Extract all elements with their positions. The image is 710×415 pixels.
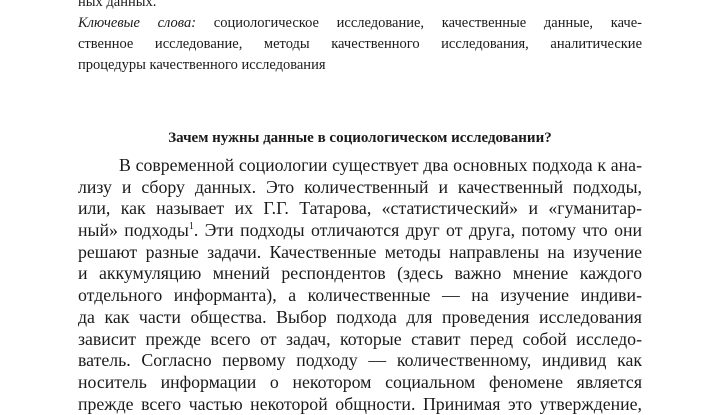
- body-line-4-end: . Эти подходы отличаются друг от друга, потому что они: [193, 220, 642, 241]
- body-line-8: да как части общества. Выбор подхода для проведения исследования: [78, 306, 642, 327]
- keywords-label: Ключевые слова:: [78, 15, 197, 31]
- body-line-3: или, как называет их Г.Г. Татарова, «статистический» и «гуманитар-: [78, 198, 642, 219]
- body-line-4-start: ный» подходы: [78, 220, 189, 241]
- body-line-1: В современной социологии существует два основных подхода к ана-: [119, 155, 642, 175]
- keywords-block: [78, 13, 642, 76]
- section-heading: Зачем нужны данные в социологическом исследовании?: [168, 130, 552, 146]
- body-line-6: и аккумуляцию мнений респондентов (здесь важно мнение каждого: [78, 263, 642, 284]
- body-paragraph: [78, 155, 642, 415]
- keywords-line-2: ственное исследование, методы качественного исследования, аналитические: [78, 36, 642, 52]
- keywords-line-3: процедуры качественного исследования: [78, 57, 326, 73]
- footnote-marker[interactable]: 1: [188, 221, 194, 233]
- body-line-9: зависит прежде всего от задач, которые ставит перед собой исследо-: [78, 328, 642, 349]
- body-line-12: прежде всего частью некоторой общности. Принимая это утверждение,: [78, 393, 642, 414]
- body-line-11: носитель информации о некотором социальном феномене является: [78, 371, 642, 392]
- body-line-5: решают разные задачи. Качественные методы направлены на изучение: [78, 241, 642, 262]
- previous-text-fragment: ных данных.: [78, 0, 157, 10]
- body-line-7: отдельного информанта), а количественные — на изучение индиви-: [78, 285, 642, 306]
- article-page: [78, 0, 642, 415]
- body-line-2: лизу и сбору данных. Это количественный и качественный подходы,: [78, 176, 642, 197]
- body-line-10: ватель. Согласно первому подходу — количественному, индивид как: [78, 350, 642, 371]
- keywords-text-1: социологическое исследование, качественные данные, каче-: [196, 15, 642, 31]
- body-line-4: [78, 220, 642, 242]
- keywords-line-1: [78, 13, 642, 34]
